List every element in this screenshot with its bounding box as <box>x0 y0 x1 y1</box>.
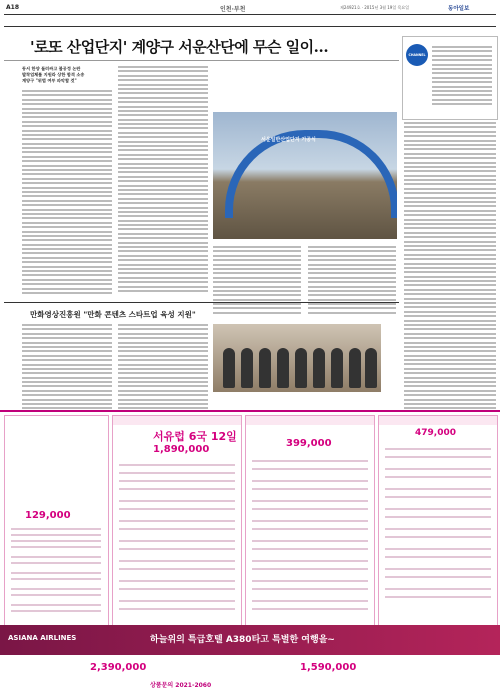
ad-col2-price: 1,890,000 <box>153 444 210 455</box>
ad-footer <box>0 656 500 691</box>
ad-column-1 <box>4 415 109 627</box>
subhead-1: 동서 한양 둘러싸고 불공정 논란 <box>22 66 81 71</box>
article2-rule <box>4 302 399 303</box>
ceremony-photo <box>213 112 397 239</box>
article2-column-2 <box>118 324 208 412</box>
article-column-3 <box>213 246 301 316</box>
subhead-3: 계양구 "위법 여부 파악할 것" <box>22 78 77 83</box>
ad-col1-price: 129,000 <box>25 510 71 521</box>
page-number: A18 <box>6 4 19 11</box>
section-title: 인천·부천 <box>220 6 246 13</box>
arch-sign: 서운일반산업단지 기공식 <box>261 137 316 143</box>
ad-column-2 <box>112 415 242 627</box>
asiana-brand: ASIANA AIRLINES <box>8 634 77 642</box>
subhead-2: 발착업체를 지원라 상한 합격 소송 <box>22 72 85 77</box>
issue-date: 제24921호 · 2015년 3월 19일 목요일 <box>340 5 410 10</box>
asiana-copy: 하늘위의 특급호텔 A380타고 특별한 여행을~ <box>150 635 335 645</box>
ad-col4-price: 479,000 <box>415 428 456 438</box>
sidebar-text <box>404 122 496 412</box>
footer-price-1: 2,390,000 <box>90 662 147 673</box>
channel-logo: CHANNEL <box>406 44 428 66</box>
balloon-arch <box>225 130 397 218</box>
article-column-4 <box>308 246 396 316</box>
ad-col2-head: 서유럽 6국 12일 <box>153 430 237 443</box>
footer-label: 상품문의 2021-2060 <box>150 682 212 689</box>
newspaper-name: 동아일보 <box>448 6 470 12</box>
ad-column-4 <box>378 415 498 627</box>
ad-col3-price: 399,000 <box>286 438 332 449</box>
headline-top-rule <box>4 26 496 27</box>
article-column-1 <box>22 90 112 296</box>
article2-headline: 만화영상진흥원 "만화 콘텐츠 스타트업 육성 지원" <box>30 310 196 319</box>
ad-column-3 <box>245 415 375 627</box>
article-column-2 <box>118 66 208 294</box>
footer-price-2: 1,590,000 <box>300 662 357 673</box>
group-photo <box>213 324 381 392</box>
headline-rule <box>4 60 399 61</box>
article2-column-1 <box>22 324 112 412</box>
header-rule <box>4 14 496 15</box>
channel-list <box>432 46 492 107</box>
main-headline: '로또 산업단지' 계양구 서운산단에 무슨 일이… <box>30 38 329 56</box>
